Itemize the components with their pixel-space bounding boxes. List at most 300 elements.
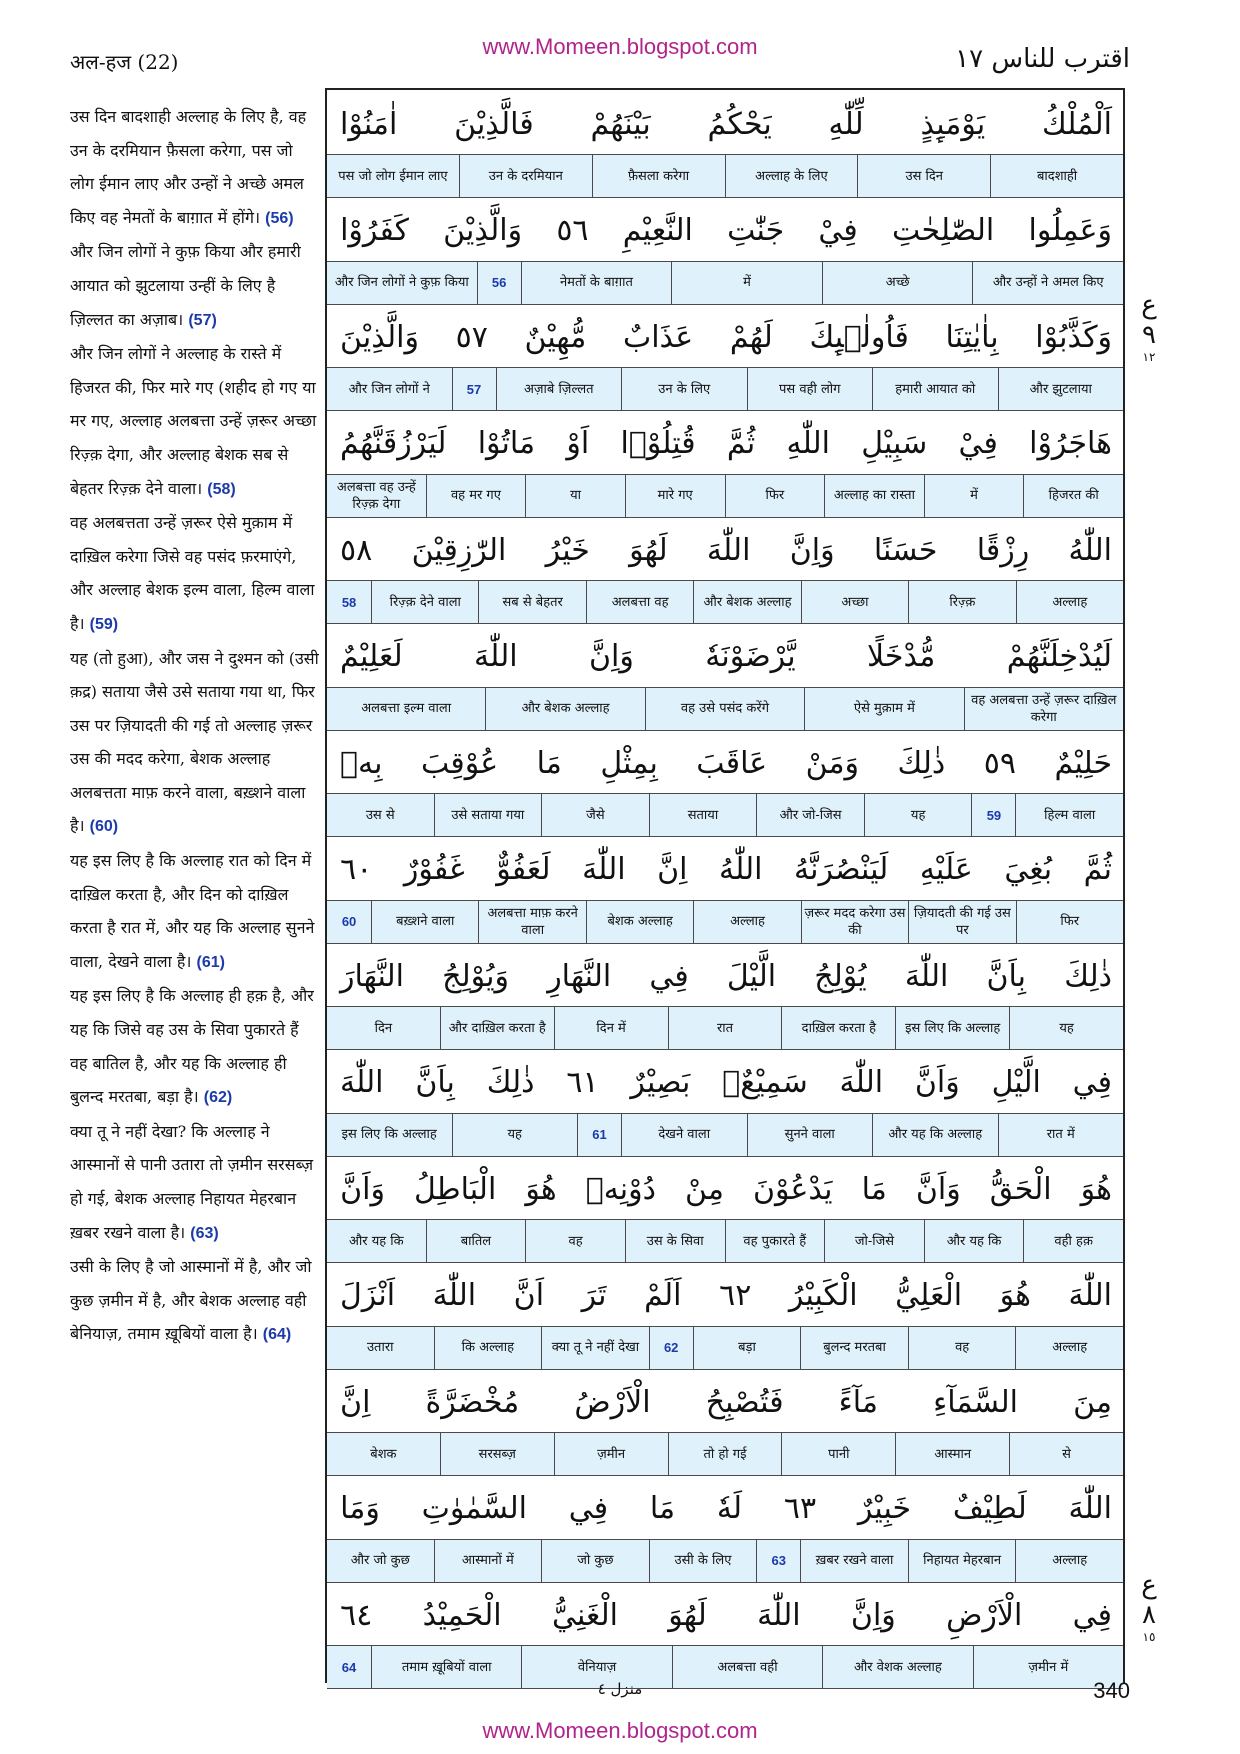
- arabic-word: فِيْ: [958, 426, 998, 461]
- arabic-word: بُغِيَ: [1004, 852, 1053, 887]
- ruku-mark-2-bottom: ١٥: [1142, 1630, 1156, 1644]
- word-translation-cell: मारे गए: [625, 475, 725, 517]
- word-translation-cell: बातिल: [426, 1220, 526, 1262]
- word-translation-cell: जैसे: [541, 794, 649, 836]
- arabic-word: ثُمَّ: [726, 426, 756, 461]
- arabic-word: ٥٧: [455, 319, 488, 355]
- word-translation-cell: और दाख़िल करता है: [440, 1007, 554, 1049]
- word-translation-cell: अलबत्ता इल्म वाला: [361, 701, 452, 716]
- word-translation-row: [327, 1539, 1123, 1583]
- arabic-word: بِاَنَّ: [986, 958, 1027, 994]
- arabic-word: بَيْنَهُمْ: [590, 106, 651, 142]
- translation-verse: [70, 844, 320, 979]
- verse-number: (62): [203, 1089, 233, 1107]
- arabic-word: الْبَاطِلُ: [414, 1171, 497, 1207]
- word-translation-cell: बादशाही: [990, 155, 1123, 197]
- arabic-word: اللّٰهَ: [1068, 1491, 1112, 1526]
- arabic-word: وَمَنْ: [805, 745, 860, 781]
- arabic-word: رِزْقًا: [976, 532, 1030, 568]
- arabic-word: جَنّٰتِ: [727, 213, 785, 248]
- verse-number: (61): [196, 953, 225, 971]
- surah-title: अल-हज (22): [70, 50, 179, 74]
- site-url-top[interactable]: www.Momeen.blogspot.com: [482, 34, 758, 59]
- word-translation-cell: ख़बर रखने वाला: [800, 1540, 908, 1582]
- word-translation-cell: फिर: [725, 475, 825, 517]
- translation-verse: [70, 979, 320, 1114]
- arabic-word: اَلْمُلْكُ: [1041, 106, 1112, 142]
- word-translation-cell: अलबत्ता वह उन्हें रिज़्क़ देगा: [336, 479, 416, 512]
- arabic-word: مَا: [536, 745, 562, 781]
- arabic-word: وَكَذَّبُوْا: [1035, 319, 1112, 355]
- arabic-word: اللّٰهَ: [757, 1597, 801, 1633]
- arabic-word: وَاِنَّ: [789, 532, 835, 568]
- arabic-word: قُتِلُوْۤا: [620, 426, 696, 461]
- arabic-word: لَهُوَ: [668, 1597, 707, 1633]
- verse-number-cell: 57: [452, 368, 496, 410]
- word-translation-cell: पस वही लोग: [747, 368, 873, 410]
- word-translation-cell: उन के लिए: [621, 368, 747, 410]
- arabic-line: [330, 1264, 1122, 1328]
- arabic-word: خَبِيْرٌ: [857, 1491, 912, 1526]
- word-translation-cell: सरसब्ज़: [440, 1433, 554, 1475]
- word-translation-cell: अच्छा: [801, 581, 908, 623]
- arabic-word: لِّلّٰهِ: [828, 106, 864, 142]
- arabic-word: الْحَقُّ: [989, 1171, 1052, 1207]
- arabic-word: وَالَّذِيْنَ: [443, 213, 523, 248]
- word-translation-cell: से: [1009, 1433, 1123, 1475]
- ruku-mark-2: [1134, 1570, 1164, 1644]
- word-translation-cell: यह: [1009, 1007, 1123, 1049]
- word-translation-cell: वह मर गए: [426, 475, 526, 517]
- arabic-line: [330, 518, 1122, 582]
- translation-verse: [70, 642, 320, 845]
- arabic-word: هُوَ: [1080, 1171, 1112, 1207]
- verse-number: (64): [262, 1326, 292, 1344]
- arabic-word: مِنَ: [1073, 1384, 1112, 1420]
- word-translation-cell: बुलन्द मरतबा: [800, 1327, 908, 1369]
- arabic-line: [330, 731, 1122, 795]
- word-translation-cell: अल्लाह: [693, 901, 800, 943]
- word-translation-cell: नेमतों के बाग़ात: [521, 262, 672, 304]
- arabic-word: اَلَمْ: [644, 1278, 682, 1313]
- word-translation-cell: और जिन लोगों ने: [348, 381, 430, 397]
- arabic-line: [330, 944, 1122, 1008]
- arabic-word: اِنَّ: [657, 852, 688, 887]
- verse-number: (58): [207, 480, 236, 498]
- arabic-word: مَاتُوْا: [477, 426, 536, 461]
- arabic-word: وَاَنَّ: [914, 1065, 960, 1100]
- verse-number: (59): [89, 615, 119, 633]
- translation-verse: [70, 100, 320, 235]
- word-translation-cell: बेशक: [370, 1446, 397, 1462]
- arabic-word: يَدْعُوْنَ: [753, 1171, 833, 1207]
- arabic-word: خَيْرُ: [545, 532, 590, 568]
- arabic-word: اللّٰهَ: [432, 1278, 477, 1313]
- arabic-word: عَاقَبَ: [696, 745, 768, 781]
- arabic-word: اللّٰهَ: [340, 1065, 384, 1100]
- arabic-word: الْغَنِيُّ: [551, 1597, 618, 1633]
- arabic-word: ٦٤: [340, 1597, 373, 1633]
- word-translation-cell: रात में: [998, 1114, 1124, 1156]
- word-translation-cell: अज़ाबे ज़िल्लत: [496, 368, 622, 410]
- arabic-word: اللّٰهِ: [786, 426, 830, 461]
- word-translation-cell: पस जो लोग ईमान लाए: [338, 168, 448, 184]
- verse-number: (57): [188, 311, 217, 329]
- arabic-word: عَذَابٌ: [622, 319, 694, 355]
- word-translation-cell: यह: [864, 794, 972, 836]
- verse-number-cell: 60: [341, 914, 357, 929]
- arabic-word: ٦٠: [340, 852, 373, 887]
- verse-number: (60): [89, 818, 119, 836]
- arabic-word: فَالَّذِيْنَ: [454, 106, 534, 142]
- site-url-bottom[interactable]: www.Momeen.blogspot.com: [482, 1718, 758, 1743]
- word-translation-cell: अल्लाह के लिए: [725, 155, 858, 197]
- word-translation-cell: वह: [908, 1327, 1016, 1369]
- arabic-word: وَعَمِلُوا: [1028, 213, 1112, 248]
- word-translation-row: [327, 687, 1123, 731]
- arabic-word: مِنْ: [685, 1171, 724, 1207]
- verse-number-cell: 61: [577, 1114, 621, 1156]
- verse-number-cell: 64: [341, 1659, 357, 1675]
- arabic-word: لَيَنْصُرَنَّهُ: [794, 852, 889, 887]
- word-translation-cell: में: [671, 262, 822, 304]
- word-translation-cell: और बेशक अल्लाह: [485, 688, 644, 730]
- arabic-word: كَفَرُوْا: [340, 213, 409, 248]
- word-translation-cell: बड़ा: [693, 1327, 801, 1369]
- word-translation-cell: दाख़िल करता है: [781, 1007, 895, 1049]
- arabic-word: الْكَبِيْرُ: [788, 1278, 858, 1313]
- word-translation-cell: अल्लाह: [1015, 1540, 1123, 1582]
- translation-verse: [70, 235, 320, 337]
- arabic-word: الْحَمِيْدُ: [422, 1597, 502, 1633]
- word-translation-cell: अल्लाह: [1016, 581, 1123, 623]
- juz-title: اقترب للناس ١٧: [955, 44, 1130, 74]
- arabic-word: فَتُصْبِحُ: [705, 1384, 784, 1420]
- arabic-line: [330, 625, 1122, 689]
- word-translation-cell: वह पुकारते हैं: [725, 1220, 825, 1262]
- word-translation-cell: आस्मानों में: [434, 1540, 542, 1582]
- translation-text: यह इस लिए है कि अल्लाह रात को दिन में दाख़िल करता है, और दिन को दाख़िल करता है रात में, और यह कि अल्लाह सुनने वाला, देखने वाला है।: [70, 851, 315, 971]
- translation-verse: [70, 1250, 320, 1352]
- word-translation-cell: बेशक अल्लाह: [586, 901, 693, 943]
- word-translation-cell: फ़ैसला करेगा: [592, 155, 725, 197]
- word-translation-cell: और बेशक अल्लाह: [693, 581, 800, 623]
- arabic-word: فِيْ: [818, 213, 858, 248]
- word-translation-row: [327, 1326, 1123, 1370]
- arabic-word: لَعَلِيْمٌ: [340, 639, 403, 674]
- arabic-word: ٦٢: [719, 1278, 752, 1313]
- arabic-word: لَيُدْخِلَنَّهُمْ: [1006, 639, 1112, 674]
- word-translation-cell: और झुटलाया: [998, 368, 1124, 410]
- verse-number-cell: 56: [477, 262, 521, 304]
- arabic-word: بِاَنَّ: [415, 1065, 455, 1100]
- word-translation-cell: यह: [452, 1114, 578, 1156]
- arabic-word: لَهُوَ: [629, 532, 668, 568]
- word-translation-cell: अल्लाह: [1015, 1327, 1123, 1369]
- arabic-word: يَّرْضَوْنَهٗ: [705, 639, 796, 674]
- translation-text: उसी के लिए है जो आस्मानों में है, और जो कुछ ज़मीन में है, और बेशक अल्लाह वही बेनियाज़, तमाम ख़ूबियों वाला है।: [70, 1257, 312, 1344]
- arabic-word: اللّٰهُ: [1068, 532, 1112, 568]
- word-translation-cell: उस दिन: [857, 155, 990, 197]
- arabic-line: [330, 305, 1122, 369]
- arabic-word: مُّهِيْنٌ: [524, 319, 587, 355]
- verse-number-cell: 63: [756, 1540, 800, 1582]
- word-translation-cell: सब से बेहतर: [478, 581, 585, 623]
- translation-text: और जिन लोगों ने अल्लाह के रास्ते में हिजरत की, फिर मारे गए (शहीद हो गए या मर गए, अल्लाह अलबत्ता उन्हें ज़रूर अच्छा रिज़्क़ देगा, और अल्लाह बेशक सब से बेहतर रिज़्क़ देने वाला।: [70, 344, 317, 498]
- arabic-word: وَاَنَّ: [915, 1171, 961, 1207]
- word-translation-cell: उसे सताया गया: [434, 794, 542, 836]
- word-translation-row: [327, 261, 1123, 305]
- word-translation-cell: वेनियाज़: [521, 1646, 671, 1688]
- translation-text: उस दिन बादशाही अल्लाह के लिए है, वह उन के दरमियान फ़ैसला करेगा, पस जो लोग ईमान लाए और उन्हों ने अच्छे अमल किए वह नेमतों के बाग़ात में होंगे।: [70, 107, 307, 227]
- word-translation-cell: हिजरत की: [1023, 475, 1123, 517]
- word-translation-cell: वही हक़: [1023, 1220, 1123, 1262]
- translation-verse: [70, 506, 320, 641]
- word-translation-cell: सुनने वाला: [747, 1114, 873, 1156]
- arabic-word: لَطِيْفٌ: [952, 1491, 1027, 1526]
- translation-text: वह अलबत्तता उन्हें ज़रूर ऐसे मुक़ाम में दाख़िल करेगा जिसे वह पसंद फ़रमाएंगे, और अल्लाह बेशक इल्म वाला, हिल्म वाला है।: [70, 513, 315, 633]
- word-translation-cell: या: [525, 475, 625, 517]
- arabic-word: اِنَّ: [340, 1384, 371, 1420]
- word-translation-cell: उसी के लिए: [649, 1540, 757, 1582]
- arabic-word: الَّيْلَ: [726, 958, 777, 994]
- ruku-mark-1-top: ع ٩: [1141, 290, 1157, 350]
- arabic-word: بَصِيْرٌ: [630, 1065, 691, 1100]
- word-translation-row: [327, 580, 1123, 624]
- word-translation-cell: उन के दरमियान: [459, 155, 592, 197]
- arabic-word: غَفُوْرٌ: [403, 852, 465, 887]
- arabic-word: النَّهَارَ: [340, 958, 404, 994]
- word-translation-cell: वह उसे पसंद करेंगे: [645, 688, 804, 730]
- word-translation-cell: जो कुछ: [541, 1540, 649, 1582]
- arabic-word: عُوْقِبَ: [420, 745, 499, 781]
- ruku-mark-1: [1134, 290, 1164, 364]
- word-translation-row: [327, 154, 1123, 198]
- word-translation-cell: कि अल्लाह: [434, 1327, 542, 1369]
- arabic-word: ٦٣: [783, 1491, 817, 1526]
- word-translation-cell: दिन में: [554, 1007, 668, 1049]
- arabic-word: هُوَ: [525, 1171, 557, 1207]
- word-translation-cell: हिल्म वाला: [1015, 794, 1123, 836]
- arabic-line: [330, 1370, 1122, 1434]
- arabic-line: [330, 412, 1122, 476]
- word-translation-cell: ज़मीन: [554, 1433, 668, 1475]
- arabic-word: تَرَ: [581, 1278, 607, 1313]
- word-translation-cell: ऐसे मुक़ाम में: [804, 688, 963, 730]
- arabic-word: مَا: [861, 1171, 887, 1207]
- word-translation-cell: उतारा: [366, 1340, 394, 1355]
- arabic-word: سَمِيْعٌۢ: [722, 1065, 808, 1100]
- word-translation-cell: वह: [525, 1220, 625, 1262]
- arabic-word: هَاجَرُوْا: [1029, 426, 1112, 461]
- arabic-word: وَمَا: [340, 1491, 380, 1526]
- arabic-word: اللّٰهُ: [719, 852, 763, 887]
- word-translation-cell: अल्लाह का रास्ता: [824, 475, 924, 517]
- word-translation-cell: फिर: [1016, 901, 1123, 943]
- word-translation-row: [327, 367, 1123, 411]
- arabic-word: مُخْضَرَّةً: [425, 1384, 520, 1420]
- ruku-mark-2-top: ع ٨: [1141, 1570, 1157, 1630]
- arabic-word: اللّٰهَ: [474, 639, 518, 674]
- arabic-word: لَعَفُوٌّ: [496, 852, 551, 887]
- arabic-word: اللّٰهَ: [904, 958, 949, 994]
- word-translation-cell: सताया: [649, 794, 757, 836]
- arabic-word: فِي: [1072, 1065, 1112, 1100]
- word-translation-cell: रिज़्क़: [908, 581, 1015, 623]
- translation-verse: [70, 1115, 320, 1250]
- arabic-word: ذٰلِكَ: [1064, 958, 1112, 994]
- word-translation-cell: और जो कुछ: [350, 1553, 410, 1568]
- arabic-word: هُوَ: [999, 1278, 1031, 1313]
- word-translation-cell: अलबत्ता वही: [672, 1646, 822, 1688]
- word-translation-cell: उस से: [365, 807, 395, 823]
- word-translation-cell: रात: [668, 1007, 782, 1049]
- arabic-word: حَسَنًا: [873, 532, 938, 568]
- arabic-word: فَاُولٰۤىِٕكَ: [809, 319, 909, 355]
- arabic-word: اللّٰهَ: [706, 532, 751, 568]
- word-translation-cell: दिन: [374, 1020, 393, 1036]
- word-translation-row: [327, 900, 1123, 944]
- word-translation-cell: और यह कि: [348, 1233, 404, 1249]
- word-translation-cell: देखने वाला: [621, 1114, 747, 1156]
- word-translation-cell: ज़मीन में: [973, 1646, 1123, 1688]
- translation-verse: [70, 337, 320, 506]
- word-translation-cell: तो हो गई: [668, 1433, 782, 1475]
- arabic-word: وَاَنَّ: [340, 1171, 385, 1207]
- arabic-word: لَيَرْزُقَنَّهُمُ: [340, 426, 447, 461]
- arabic-word: يَوْمَىِٕذٍ: [920, 106, 986, 142]
- arabic-word: فِي: [1072, 1597, 1112, 1633]
- word-translation-cell: रिज़्क़ देने वाला: [371, 581, 478, 623]
- arabic-word: دُوْنِهٖ: [585, 1171, 656, 1207]
- arabic-word: بِاٰيٰتِنَا: [945, 319, 999, 355]
- arabic-word: ذٰلِكَ: [897, 745, 946, 781]
- word-translation-cell: और जिन लोगों ने कुफ़ किया: [334, 275, 469, 290]
- arabic-word: الرّٰزِقِيْنَ: [411, 532, 507, 568]
- arabic-word: الصّٰلِحٰتِ: [892, 213, 995, 248]
- word-translation-cell: और उन्हों ने अमल किए: [972, 262, 1123, 304]
- arabic-word: اَوْ: [566, 426, 590, 461]
- translation-column: [70, 100, 320, 1352]
- verse-number-cell: 58: [341, 594, 357, 610]
- arabic-word: بِهٖ: [340, 745, 383, 781]
- verse-number-cell: 62: [649, 1327, 693, 1369]
- ruku-mark-1-bottom: ١٢: [1142, 350, 1156, 364]
- manzil-label: منزل ٤: [597, 1680, 643, 1698]
- arabic-line: [330, 1583, 1122, 1647]
- word-translation-cell: वह अलबत्ता उन्हें ज़रूर दाख़िल करेगा: [964, 688, 1123, 730]
- word-translation-row: [327, 474, 1123, 518]
- translation-text: यह (तो हुआ), और जस ने दुश्मन को (उसी क़द्र) सताया जैसे उसे सताया गया था, फिर उस पर ज़ियादती की गई तो अल्लाह ज़रूर उस की मदद करेगा, बेशक अल्लाह अलबत्तता माफ़ करने वाला, बख़्शने वाला है।: [70, 648, 319, 836]
- arabic-word: وَاِنَّ: [588, 639, 634, 674]
- arabic-word: السَّمٰوٰتِ: [421, 1491, 527, 1526]
- translation-text: और जिन लोगों ने कुफ़ किया और हमारी आयात को झुटलाया उन्हीं के लिए है ज़िल्लत का अज़ाब।: [70, 242, 301, 329]
- word-translation-row: [327, 1432, 1123, 1476]
- arabic-line: [330, 199, 1122, 263]
- arabic-word: وَاِنَّ: [850, 1597, 896, 1633]
- word-translation-cell: अलबत्ता वह: [586, 581, 693, 623]
- arabic-word: مَا: [649, 1491, 676, 1526]
- arabic-word: وَالَّذِيْنَ: [340, 319, 419, 355]
- word-translation-row: [327, 793, 1123, 837]
- word-translation-cell: में: [924, 475, 1024, 517]
- arabic-line: [330, 1157, 1122, 1221]
- arabic-word: الْاَرْضُ: [574, 1384, 651, 1420]
- arabic-word: اللّٰهَ: [839, 1065, 884, 1100]
- arabic-word: اللّٰهَ: [582, 852, 626, 887]
- arabic-word: مُّدْخَلًا: [867, 639, 936, 674]
- word-translation-cell: बख़्शने वाला: [371, 901, 478, 943]
- arabic-word: ٥٨: [340, 532, 373, 568]
- word-translation-cell: इस लिए कि अल्लाह: [895, 1007, 1009, 1049]
- arabic-word: سَبِيْلِ: [861, 426, 928, 461]
- arabic-line: [330, 92, 1122, 156]
- arabic-word: النَّعِيْمِ: [622, 213, 693, 248]
- arabic-word: ذٰلِكَ: [486, 1065, 535, 1100]
- translation-text: क्या तू ने नहीं देखा? कि अल्लाह ने आस्मानों से पानी उतारा तो ज़मीन सरसब्ज़ हो गई, बेशक अल्लाह निहायत मेहरबान ख़बर रखने वाला है।: [70, 1121, 314, 1242]
- arabic-word: لَهُمْ: [729, 319, 773, 355]
- word-translation-row: [327, 1006, 1123, 1050]
- arabic-word: ٥٦: [556, 213, 589, 248]
- word-translation-cell: और यह कि अल्लाह: [872, 1114, 998, 1156]
- word-translation-cell: अलबत्ता माफ़ करने वाला: [478, 901, 585, 943]
- arabic-word: يَحْكُمُ: [707, 106, 772, 142]
- page-number: 340: [1093, 1678, 1130, 1703]
- arabic-word: حَلِيْمٌ: [1054, 745, 1112, 781]
- word-translation-cell: उस के सिवा: [625, 1220, 725, 1262]
- arabic-line: [330, 1477, 1122, 1541]
- word-translation-cell: और यह कि: [924, 1220, 1024, 1262]
- arabic-word: الْعَلِيُّ: [895, 1278, 963, 1313]
- word-translation-cell: ज़ियादती की गई उस पर: [908, 901, 1015, 943]
- word-translation-cell: और जो-जिस: [756, 794, 864, 836]
- arabic-word: وَيُوْلِجُ: [442, 958, 510, 994]
- word-translation-row: [327, 1113, 1123, 1157]
- word-translation-cell: आस्मान: [895, 1433, 1009, 1475]
- arabic-word: اَنْزَلَ: [340, 1278, 396, 1313]
- word-translation-cell: अच्छे: [822, 262, 973, 304]
- word-translation-cell: पानी: [781, 1433, 895, 1475]
- word-translation-cell: क्या तू ने नहीं देखा: [541, 1327, 649, 1369]
- arabic-word: ٦١: [566, 1065, 599, 1100]
- arabic-word: بِمِثْلِ: [600, 745, 658, 781]
- arabic-line: [330, 838, 1122, 902]
- word-translation-cell: ज़रूर मदद करेगा उस की: [801, 901, 908, 943]
- verse-number: (56): [265, 209, 294, 227]
- arabic-word: لَهٗ: [716, 1491, 743, 1526]
- arabic-word: النَّهَارِ: [547, 958, 612, 994]
- word-translation-row: [327, 1219, 1123, 1263]
- arabic-word: ثُمَّ: [1083, 852, 1112, 887]
- verse-number-cell: 59: [971, 794, 1015, 836]
- arabic-word: يُوْلِجُ: [814, 958, 867, 994]
- arabic-line: [330, 1051, 1122, 1115]
- arabic-word: اَنَّ: [513, 1278, 545, 1313]
- verse-number: (63): [190, 1224, 219, 1242]
- word-translation-cell: तमाम ख़ूबियों वाला: [371, 1646, 521, 1688]
- word-translation-cell: जो-जिसे: [824, 1220, 924, 1262]
- arabic-word: اللّٰهَ: [1068, 1278, 1112, 1313]
- arabic-word: الْاَرْضِ: [946, 1597, 1023, 1633]
- arabic-word: فِي: [649, 958, 689, 994]
- word-translation-cell: और वेशक अल्लाह: [822, 1646, 972, 1688]
- arabic-word: فِي: [568, 1491, 609, 1526]
- arabic-word: مَآءً: [838, 1384, 878, 1420]
- arabic-word: عَلَيْهِ: [919, 852, 973, 887]
- translation-text: यह इस लिए है कि अल्लाह ही हक़ है, और यह कि जिसे वह उस के सिवा पुकारते हैं वह बातिल है, और यह कि अल्लाह ही बुलन्द मरतबा, बड़ा है।: [70, 986, 314, 1107]
- word-translation-cell: इस लिए कि अल्लाह: [341, 1127, 437, 1142]
- arabic-word: الَّيْلِ: [991, 1065, 1041, 1100]
